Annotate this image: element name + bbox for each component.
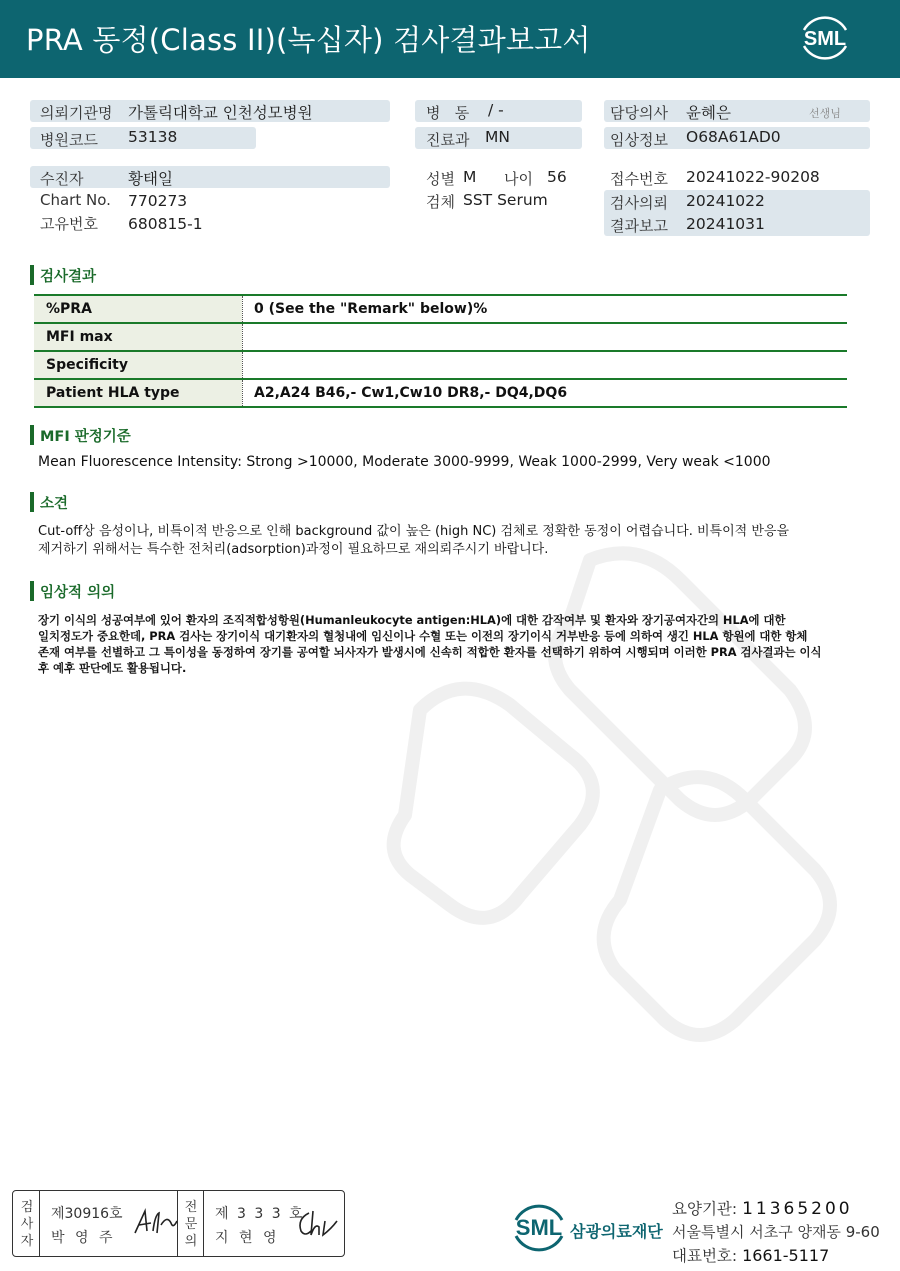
phone-label: 대표번호:: [672, 1247, 738, 1265]
examiner-label: 검사자: [20, 1200, 34, 1249]
examiner-name: 박 영 주: [51, 1230, 116, 1246]
phone-value: 1661-5117: [742, 1246, 830, 1265]
row-value: 0 (See the "Remark" below)%: [254, 301, 488, 317]
clinical-value: O68A61AD0: [686, 128, 781, 146]
dept-label: 진료과: [426, 131, 470, 149]
phone-line: [672, 1244, 829, 1266]
report-value: 20241031: [686, 215, 765, 233]
id-label: 고유번호: [40, 215, 98, 233]
address: 서울특별시 서초구 양재동 9-60: [672, 1223, 880, 1241]
receipt-value: 20241022-90208: [686, 168, 820, 186]
chart-value: 770273: [128, 192, 188, 210]
specialist-signature: [295, 1207, 341, 1241]
patient-value: 황태일: [128, 170, 173, 188]
patient-pill: [30, 166, 390, 188]
mfi-text: Mean Fluorescence Intensity: Strong >10000, Moderate 3000-9999, Weak 1000-2999, Very weak <1000: [38, 454, 771, 470]
doctor-label: 담당의사: [610, 104, 668, 122]
remark-line: 제거하기 위해서는 특수한 전처리(adsorption)과정이 필요하므로 재의뢰주시기 바랍니다.: [38, 542, 549, 557]
table-row: [34, 324, 847, 352]
clinical-line: 장기 이식의 성공여부에 있어 환자의 조직적합성항원(Humanleukocyte antigen:HLA)에 대한 감작여부 및 환자와 장기공여자간의 HLA에 대한: [38, 613, 786, 627]
report-title: PRA 동정(Class II)(녹십자) 검사결과보고서: [26, 23, 591, 57]
doctor-suffix: 선생님: [809, 107, 841, 120]
row-label: Patient HLA type: [34, 380, 242, 406]
specimen-label: 검체: [426, 193, 455, 211]
sex-value: M: [463, 168, 477, 186]
examiner-signature: [131, 1205, 181, 1239]
hospital-code-value: 53138: [128, 128, 178, 146]
request-value: 20241022: [686, 192, 765, 210]
hospital-code-label: 병원코드: [40, 131, 98, 149]
chart-label: Chart No.: [40, 191, 111, 209]
results-heading: 검사결과: [34, 265, 96, 286]
footer-logo-text: SML: [515, 1215, 563, 1240]
table-row: [34, 380, 847, 408]
sml-footer-logo-icon: [508, 1198, 570, 1256]
institution-label: 의뢰기관명: [40, 104, 113, 122]
request-label: 검사의뢰: [610, 194, 668, 212]
clinical-heading: 임상적 의의: [34, 581, 115, 602]
doctor-value: 윤혜은: [686, 104, 731, 122]
age-value: 56: [547, 168, 567, 186]
code-value: 11365200: [742, 1199, 853, 1219]
ward-label: 병 동: [426, 104, 470, 122]
foundation-name: 삼광의료재단: [570, 1222, 663, 1241]
dept-value: MN: [485, 128, 510, 146]
age-label: 나이: [504, 170, 533, 188]
remark-heading: 소견: [34, 492, 68, 513]
id-value: 680815-1: [128, 215, 203, 233]
clinical-line: 일치정도가 중요한데, PRA 검사는 장기이식 대기환자의 혈청내에 임신이나 수혈 또는 이전의 장기이식 거부반응 등에 의하여 생긴 HLA 항원에 대한 항체: [38, 629, 808, 643]
specimen-value: SST Serum: [463, 191, 548, 209]
remark-line: Cut-off상 음성이나, 비특이적 반응으로 인해 background 값이 높은 (high NC) 검체로 정확한 동정이 어렵습니다. 비특이적 반응을: [38, 524, 790, 539]
code-label: 요양기관:: [672, 1200, 738, 1218]
signature-box: [12, 1190, 345, 1257]
ward-value: / -: [488, 101, 504, 119]
clinical-line: 존재 여부를 선별하고 그 특이성을 동정하여 장기를 공여할 뇌사자가 발생시에 신속히 적합한 환자를 선택하기 위하여 시행되며 이러한 PRA 검사결과는 이식: [38, 645, 822, 659]
institution-code-line: [672, 1197, 853, 1219]
clinical-line: 후 예후 판단에도 활용됩니다.: [38, 661, 187, 675]
mfi-heading: MFI 판정기준: [34, 425, 131, 446]
sex-label: 성별: [426, 170, 455, 188]
row-value: A2,A24 B46,- Cw1,Cw10 DR8,- DQ4,DQ6: [254, 385, 568, 401]
report-label: 결과보고: [610, 217, 668, 235]
patient-label: 수진자: [40, 170, 84, 188]
row-label: MFI max: [34, 324, 242, 350]
specialist-number: 제 3 3 3 호: [215, 1206, 305, 1222]
examiner-number: 제30916호: [51, 1206, 123, 1222]
institution-value: 가톨릭대학교 인천성모병원: [128, 104, 313, 122]
specialist-name: 지 현 영: [215, 1230, 280, 1246]
specialist-label: 전문의: [184, 1200, 198, 1249]
results-table: [34, 294, 847, 408]
row-label: %PRA: [34, 296, 242, 322]
receipt-label: 접수번호: [610, 170, 668, 188]
report-header: [0, 0, 900, 78]
table-row: [34, 352, 847, 380]
sml-logo-icon: [796, 12, 854, 64]
row-label: Specificity: [34, 352, 242, 378]
clinical-label: 임상정보: [610, 131, 668, 149]
table-row: [34, 296, 847, 324]
header-logo-text: SML: [803, 28, 847, 50]
